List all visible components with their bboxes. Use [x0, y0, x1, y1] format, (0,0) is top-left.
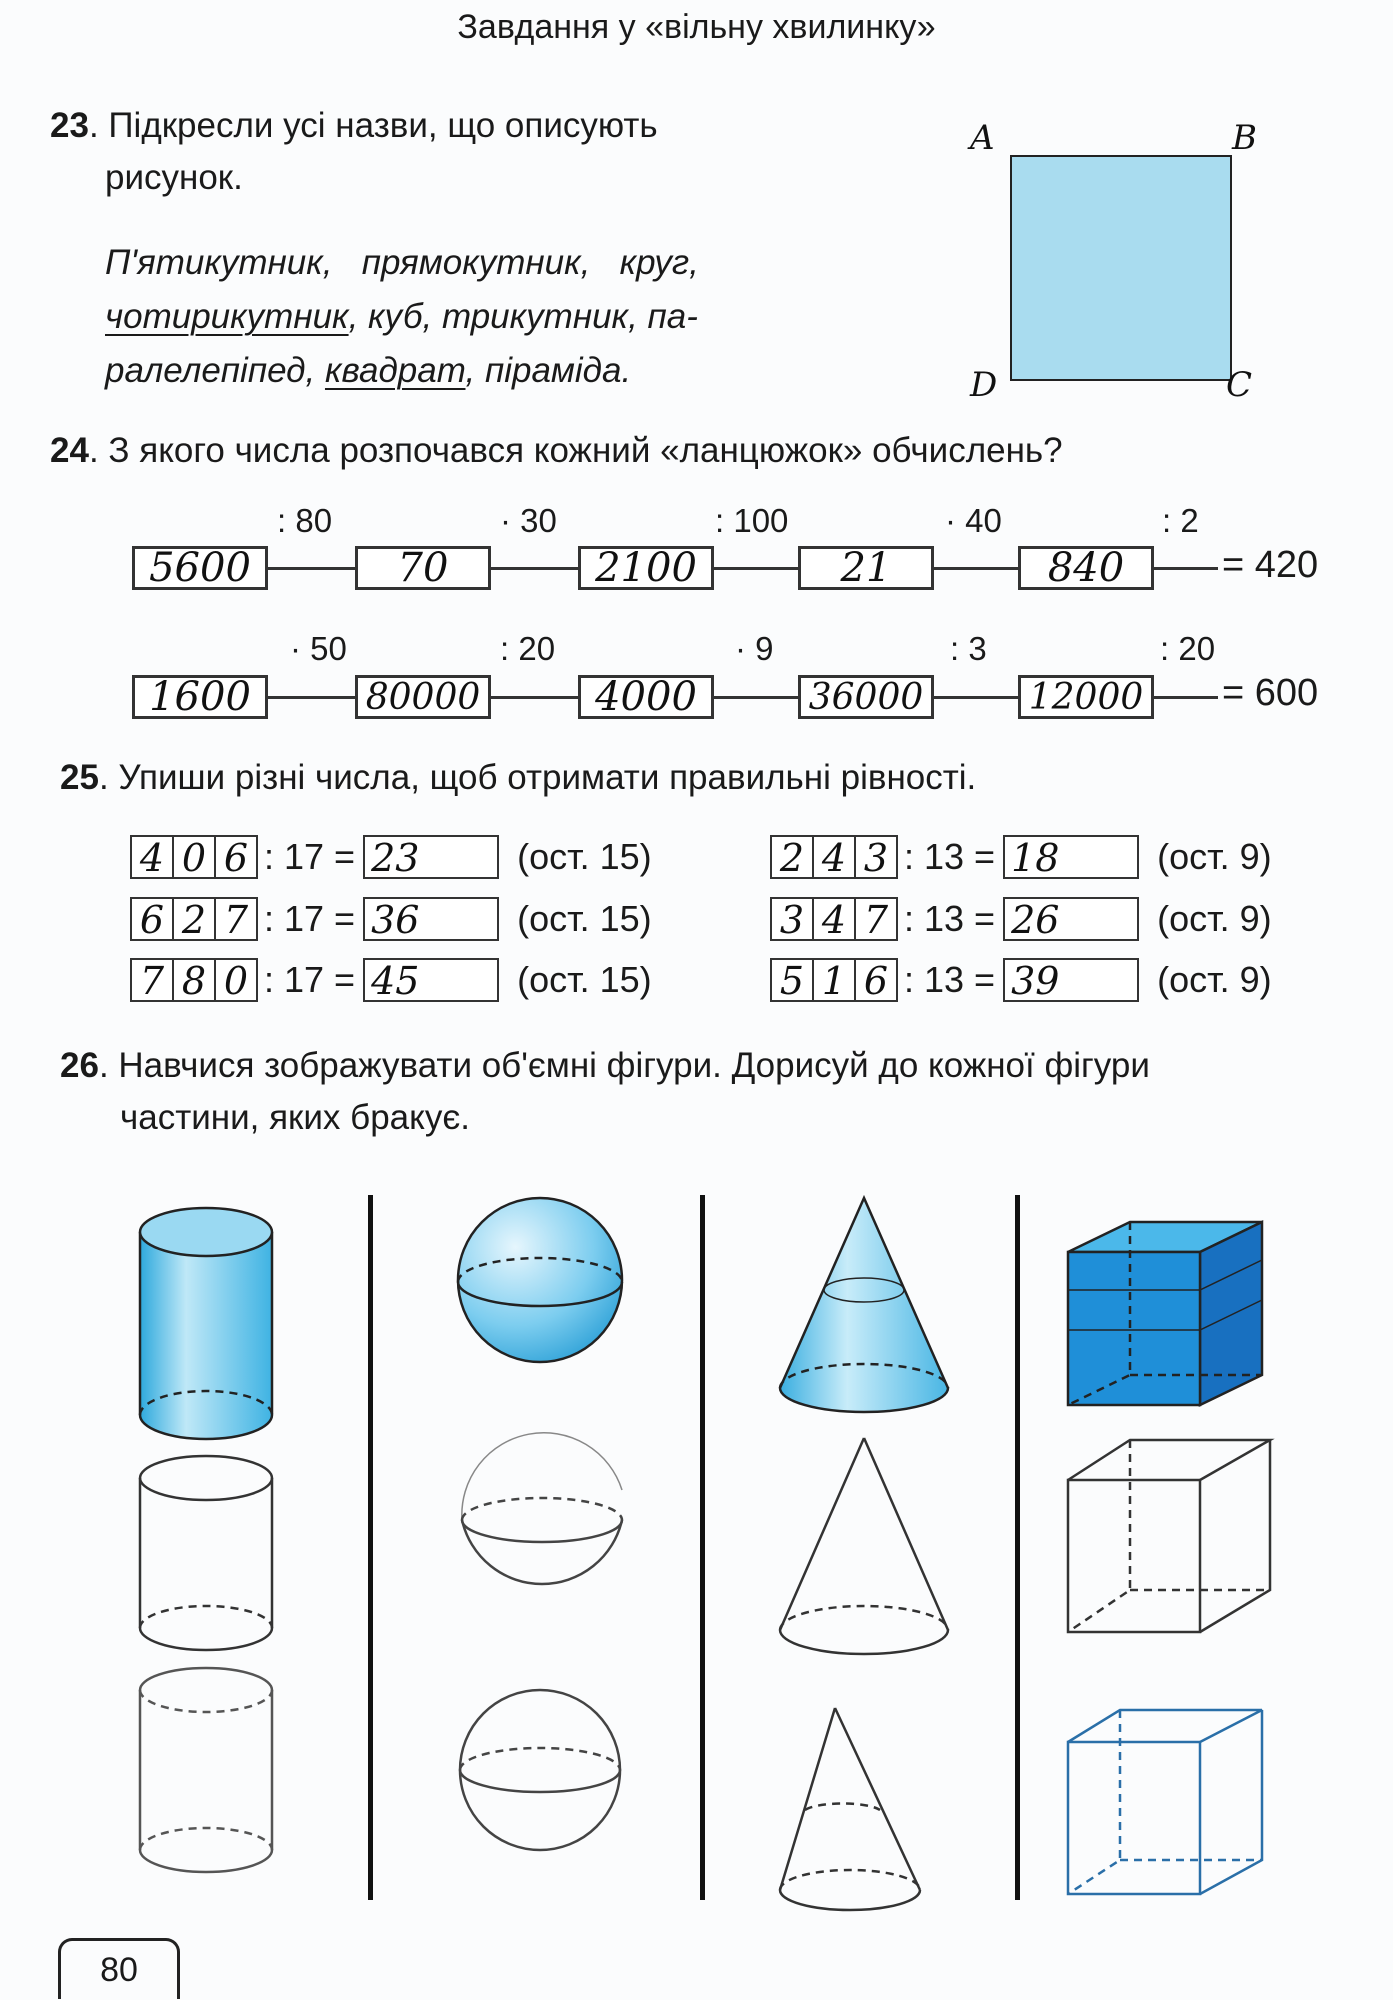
chain-answer-box[interactable]: 70: [355, 546, 491, 590]
vertex-label-a: A: [970, 118, 995, 158]
cone-figure: [780, 1198, 948, 1412]
chain-answer-box[interactable]: 2100: [578, 546, 714, 590]
task-number: 23: [50, 106, 89, 145]
chain-answer-box[interactable]: 12000: [1018, 675, 1154, 719]
digit-cell[interactable]: 3: [854, 835, 898, 879]
word-option-underlined[interactable]: чотирикутник: [105, 297, 349, 336]
chain-answer-box[interactable]: 36000: [798, 675, 934, 719]
chain-answer-box[interactable]: 80000: [355, 675, 491, 719]
task-23-word-list: [105, 236, 825, 398]
chain-operation: · 50: [290, 630, 347, 667]
digit-cell[interactable]: 2: [172, 897, 216, 941]
cone-sketch: [780, 1438, 948, 1654]
divisor-text: : 13 =: [904, 898, 996, 939]
sphere-sketch: [460, 1690, 620, 1850]
digit-cell[interactable]: 3: [770, 897, 814, 941]
digit-cell[interactable]: 1: [812, 958, 856, 1002]
division-equation: [130, 958, 660, 1002]
quotient-box[interactable]: 26: [1003, 897, 1139, 941]
chain-operation: : 2: [1162, 502, 1199, 539]
task-24-question: 24. З якого числа розпочався кожний «ланцюжок» обчислень?: [50, 431, 1063, 470]
remainder-text: (ост. 9): [1157, 836, 1272, 877]
division-equation: [130, 897, 660, 941]
chain-answer-box[interactable]: 1600: [132, 675, 268, 719]
task-23-question: 23. Підкресли усі назви, що описують рисунок.: [50, 106, 658, 197]
sphere-figure: [458, 1198, 622, 1362]
cylinder-sketch: [140, 1668, 272, 1872]
remainder-text: (ост. 15): [517, 959, 652, 1000]
cube-figure: [1068, 1222, 1262, 1405]
task-text: рисунок.: [105, 158, 243, 197]
quotient-box[interactable]: 36: [363, 897, 499, 941]
divisor-text: : 13 =: [904, 959, 996, 1000]
digit-cell[interactable]: 6: [854, 958, 898, 1002]
digit-cell[interactable]: 4: [812, 897, 856, 941]
digit-cell[interactable]: 4: [130, 835, 174, 879]
cone-sketch: [780, 1708, 920, 1910]
division-equation: [770, 897, 1280, 941]
vertex-label-b: B: [1232, 118, 1257, 158]
digit-cell[interactable]: 8: [172, 958, 216, 1002]
chain-answer-box[interactable]: 21: [798, 546, 934, 590]
digit-cell[interactable]: 7: [214, 897, 258, 941]
task-26-question: 26. Навчися зображувати об'ємні фігури. Дорисуй до кожної фігури частини, яких бракує.: [60, 1046, 1150, 1137]
vertex-label-d: D: [970, 365, 998, 405]
digit-cell[interactable]: 6: [214, 835, 258, 879]
word-option[interactable]: П'ятикутник,: [105, 243, 333, 282]
sphere-sketch: [462, 1433, 622, 1584]
task-25-question: 25. Упиши різні числа, щоб отримати правильні рівності.: [60, 758, 977, 797]
digit-cell[interactable]: 7: [854, 897, 898, 941]
task-number: 25: [60, 758, 99, 797]
task-number: 24: [50, 431, 89, 470]
digit-cell[interactable]: 4: [812, 835, 856, 879]
cube-sketch: [1068, 1440, 1270, 1632]
digit-cell[interactable]: 7: [130, 958, 174, 1002]
task-text: Навчися зображувати об'ємні фігури. Дорисуй до кожної фігури: [118, 1046, 1150, 1085]
chain-operation: · 40: [945, 502, 1002, 539]
digit-cell[interactable]: 6: [130, 897, 174, 941]
divisor-text: : 17 =: [264, 959, 356, 1000]
digit-cell[interactable]: 5: [770, 958, 814, 1002]
task-number: 26: [60, 1046, 99, 1085]
square-figure: [1010, 155, 1232, 381]
divisor-text: : 13 =: [904, 836, 996, 877]
remainder-text: (ост. 9): [1157, 898, 1272, 939]
chain-operation: : 100: [715, 502, 789, 539]
division-equation: [770, 958, 1280, 1002]
digit-cell[interactable]: 0: [172, 835, 216, 879]
task-text: Підкресли усі назви, що описують: [108, 106, 658, 145]
quotient-box[interactable]: 39: [1003, 958, 1139, 1002]
cube-sketch: [1068, 1710, 1262, 1894]
task-text: частини, яких бракує.: [120, 1098, 470, 1137]
word-option[interactable]: , піраміда.: [465, 351, 632, 390]
divisor-text: : 17 =: [264, 898, 356, 939]
remainder-text: (ост. 9): [1157, 959, 1272, 1000]
word-option[interactable]: прямокутник,: [361, 243, 591, 282]
word-option[interactable]: круг,: [619, 243, 699, 282]
divisor-text: : 17 =: [264, 836, 356, 877]
chain-result: = 600: [1218, 672, 1318, 715]
remainder-text: (ост. 15): [517, 836, 652, 877]
remainder-text: (ост. 15): [517, 898, 652, 939]
cylinder-sketch: [140, 1456, 272, 1650]
quotient-box[interactable]: 45: [363, 958, 499, 1002]
solid-figures-drawing: [0, 1190, 1393, 1950]
digit-cell[interactable]: 2: [770, 835, 814, 879]
word-option-underlined[interactable]: квадрат: [324, 351, 466, 390]
chain-result: = 420: [1218, 544, 1318, 587]
division-equation: [130, 835, 660, 879]
chain-answer-box[interactable]: 5600: [132, 546, 268, 590]
chain-operation: : 20: [500, 630, 556, 667]
chain-answer-box[interactable]: 840: [1018, 546, 1154, 590]
chain-operation: : 20: [1160, 630, 1216, 667]
chain-answer-box[interactable]: 4000: [578, 675, 714, 719]
page-number: 80: [58, 1938, 180, 1999]
word-options[interactable]: , куб, трикутник, па-: [348, 297, 698, 336]
task-text: Упиши різні числа, щоб отримати правильні рівності.: [118, 758, 977, 797]
chain-operation: · 30: [500, 502, 557, 539]
quotient-box[interactable]: 18: [1003, 835, 1139, 879]
chain-operation: · 9: [735, 630, 774, 667]
chain-operation: : 3: [950, 630, 987, 667]
division-equation: [770, 835, 1280, 879]
chain-operation: : 80: [277, 502, 333, 539]
word-option[interactable]: ралелепіпед,: [105, 351, 316, 390]
cylinder-figure: [140, 1208, 272, 1439]
task-text: З якого числа розпочався кожний «ланцюжок» обчислень?: [108, 431, 1063, 470]
digit-cell[interactable]: 0: [214, 958, 258, 1002]
vertex-label-c: C: [1226, 365, 1253, 405]
quotient-box[interactable]: 23: [363, 835, 499, 879]
page-header: Завдання у «вільну хвилинку»: [457, 8, 936, 46]
